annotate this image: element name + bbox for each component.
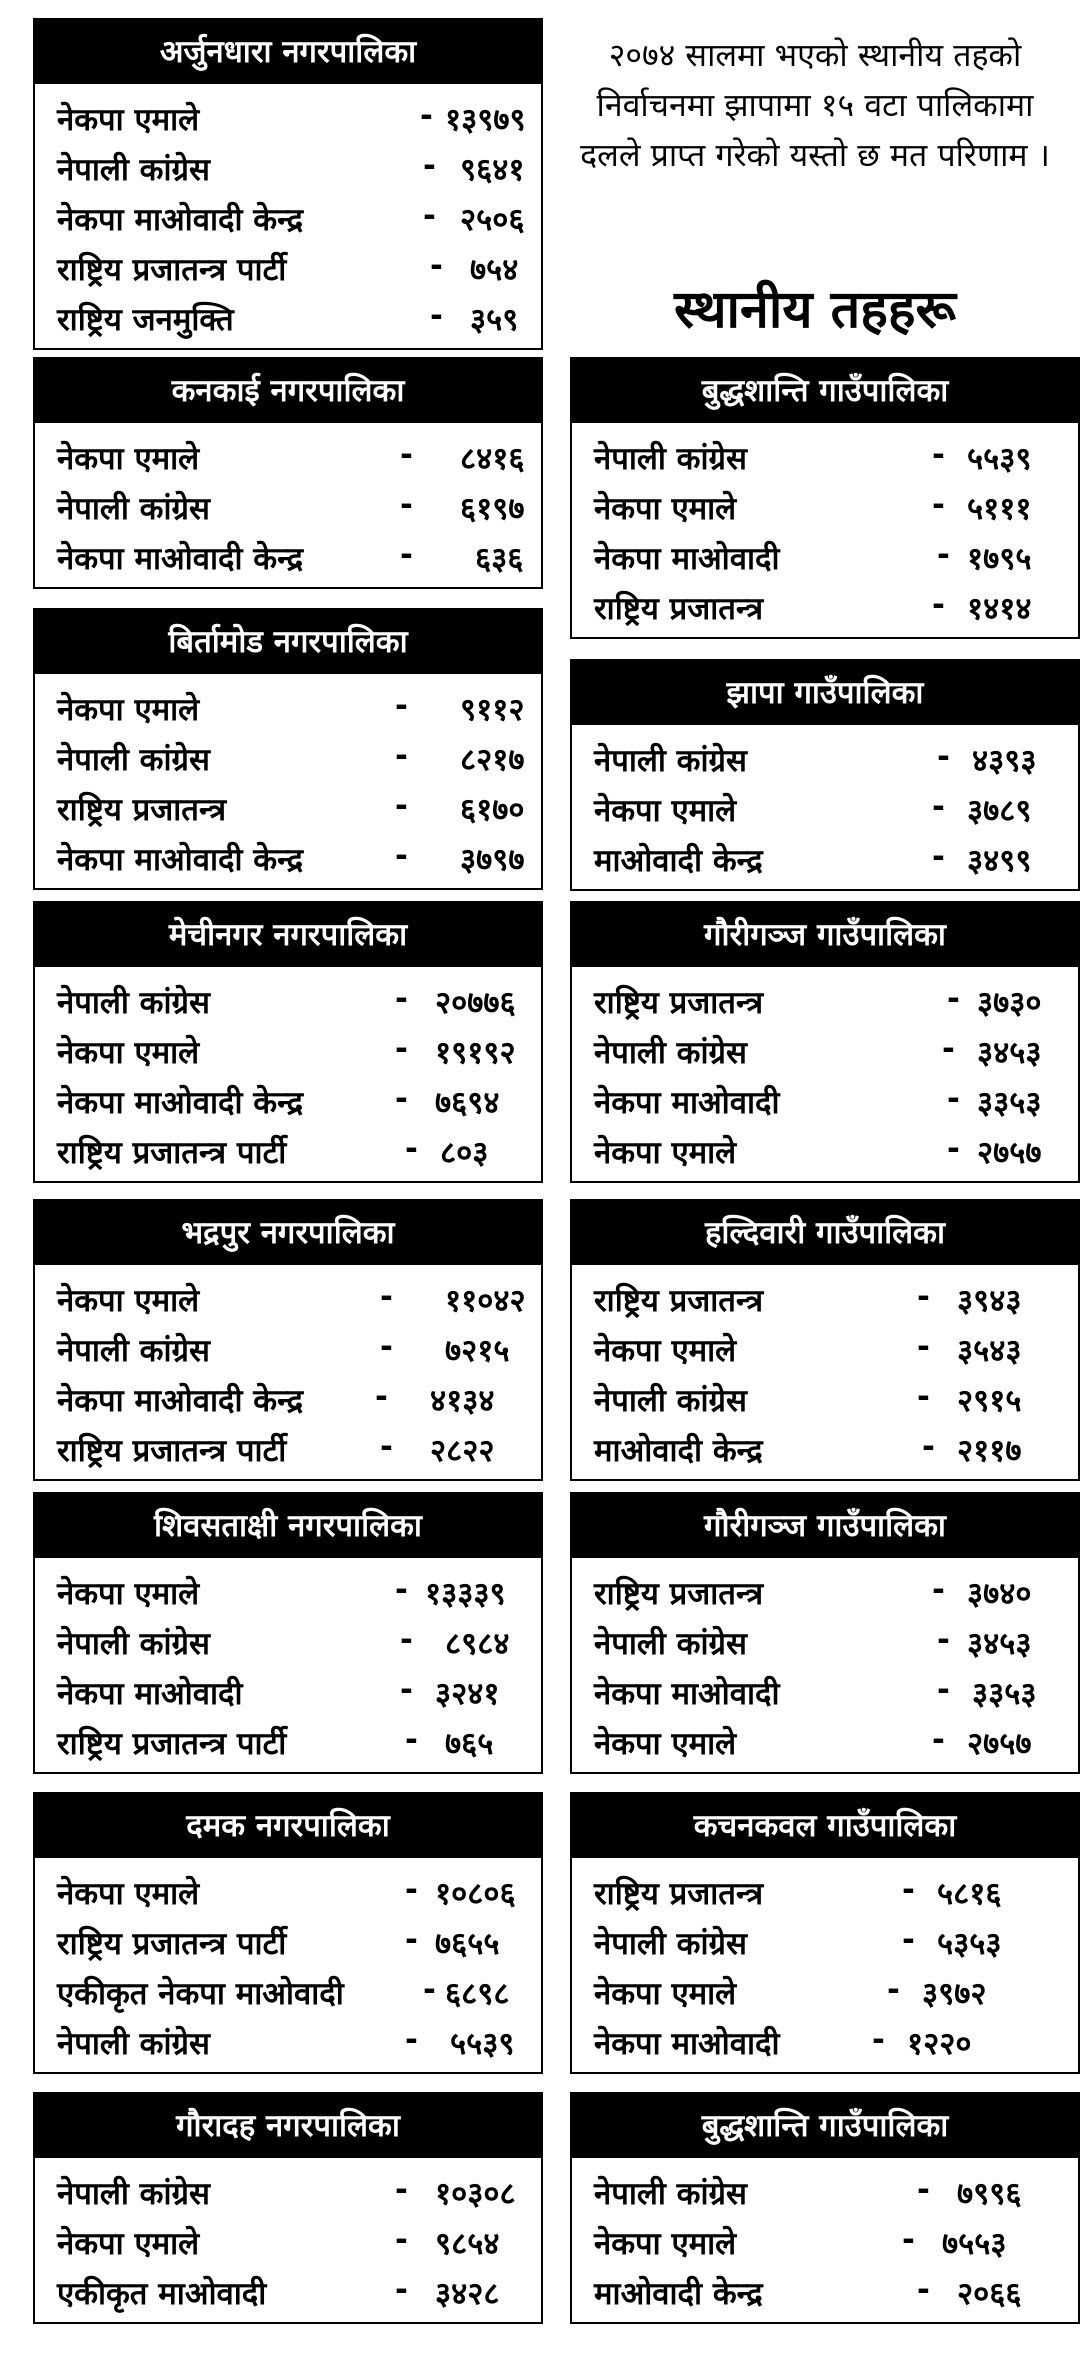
box-title: गौरीगञ्ज गाउँपालिका	[572, 903, 1078, 967]
result-row: नेकपा माओवादी केन्द्र - ६३६	[57, 537, 524, 577]
vote-count: ३४५३	[967, 1626, 1032, 1662]
party-name: नेपाली कांग्रेस	[594, 2176, 747, 2212]
result-row: नेकपा एमाले - ३७८९	[594, 789, 1032, 829]
party-name: नेपाली कांग्रेस	[57, 2026, 210, 2062]
party-name: नेकपा एमाले	[594, 1976, 737, 2012]
party-name: नेकपा एमाले	[57, 1876, 200, 1912]
party-name: नेकपा एमाले	[57, 102, 200, 138]
party-name: राष्ट्रिय प्रजातन्त्र पार्टी	[57, 1135, 287, 1171]
vote-count: ७६५	[445, 1726, 494, 1762]
result-row: नेकपा एमाले - १३९७९	[57, 98, 526, 138]
vote-count: १३३३९	[425, 1576, 506, 1612]
result-row: नेकपा एमाले - ९११२	[57, 688, 525, 728]
result-row: नेकपा माओवादी - ३३५३	[594, 1672, 1037, 1712]
result-box-birtamod	[33, 608, 543, 890]
party-name: नेकपा एमाले	[57, 1576, 200, 1612]
result-row: राष्ट्रिय प्रजातन्त्र पार्टी - ८०३	[57, 1131, 489, 1171]
party-name: नेपाली कांग्रेस	[594, 1626, 747, 1662]
result-box-gauriganj-1	[570, 901, 1080, 1183]
vote-count: ८९८४	[445, 1626, 510, 1662]
party-name: राष्ट्रिय प्रजातन्त्र	[594, 1283, 764, 1319]
vote-count: ५३५३	[937, 1926, 1002, 1962]
result-box-haldibari	[570, 1199, 1080, 1481]
party-name: नेकपा एमाले	[594, 1726, 737, 1762]
vote-count: ३३५३	[977, 1085, 1042, 1121]
vote-count: ६१९७	[460, 491, 525, 527]
party-name: राष्ट्रिय प्रजातन्त्र	[594, 1876, 764, 1912]
result-row: नेपाली कांग्रेस - ७९९६	[594, 2172, 1022, 2212]
box-title: कचनकवल गाउँपालिका	[572, 1794, 1078, 1858]
result-row: नेपाली कांग्रेस - ४३९३	[594, 739, 1037, 779]
vote-count: ३७८९	[967, 793, 1032, 829]
result-row: राष्ट्रिय प्रजातन्त्र पार्टी - ७६५५	[57, 1922, 500, 1962]
result-row: नेपाली कांग्रेस - ८२१७	[57, 738, 525, 778]
party-name: नेकपा एमाले	[594, 793, 737, 829]
result-row: राष्ट्रिय प्रजातन्त्र - ३९४३	[594, 1279, 1022, 1319]
party-name: नेकपा माओवादी केन्द्र	[57, 202, 304, 238]
result-row: नेकपा एमाले - २७५७	[594, 1131, 1042, 1171]
vote-count: ७६५५	[435, 1926, 500, 1962]
party-name: नेकपा माओवादी केन्द्र	[57, 541, 304, 577]
vote-count: ५८१६	[937, 1876, 1002, 1912]
party-name: नेपाली कांग्रेस	[594, 1035, 747, 1071]
vote-count: ३४२८	[435, 2276, 500, 2312]
result-row: नेपाली कांग्रेस - २०७७६	[57, 981, 516, 1021]
result-row: नेकपा एमाले - ८४१६	[57, 437, 525, 477]
result-row: माओवादी केन्द्र - २११७	[594, 1429, 1022, 1469]
vote-count: ७५४	[470, 252, 519, 288]
result-row: नेपाली कांग्रेस - ७२१५	[57, 1329, 510, 1369]
party-name: नेकपा माओवादी केन्द्र	[57, 1383, 304, 1419]
result-box-buddhashanti-1	[570, 357, 1080, 639]
result-box-arjundhara	[33, 18, 543, 350]
result-row: राष्ट्रिय प्रजातन्त्र पार्टी - ७५४	[57, 248, 519, 288]
result-box-kachankawal	[570, 1792, 1080, 2074]
party-name: नेकपा एमाले	[57, 441, 200, 477]
result-box-gauriganj-2	[570, 1492, 1080, 1774]
party-name: नेकपा एमाले	[57, 2226, 200, 2262]
party-name: राष्ट्रिय प्रजातन्त्र पार्टी	[57, 252, 287, 288]
result-row: नेपाली कांग्रेस - ३४५३	[594, 1031, 1042, 1071]
vote-count: ३९७२	[922, 1976, 987, 2012]
page-heading: स्थानीय तहहरू	[674, 279, 956, 340]
result-row: नेकपा माओवादी - १२२०	[594, 2022, 972, 2062]
result-box-shivasatakshi	[33, 1492, 543, 1774]
vote-count: ३७४०	[967, 1576, 1032, 1612]
result-row: राष्ट्रिय प्रजातन्त्र - १४१४	[594, 587, 1032, 627]
vote-count: ५१११	[967, 491, 1032, 527]
result-row: नेकपा माओवादी केन्द्र - २५०६	[57, 198, 525, 238]
party-name: नेकपा एमाले	[594, 2226, 737, 2262]
vote-count: ७९९६	[957, 2176, 1022, 2212]
party-name: नेकपा माओवादी	[594, 1676, 780, 1712]
box-title: बुद्धशान्ति गाउँपालिका	[572, 359, 1078, 423]
party-name: राष्ट्रिय जनमुक्ति	[57, 302, 234, 338]
party-name: राष्ट्रिय प्रजातन्त्र	[594, 1576, 764, 1612]
party-name: नेकपा एमाले	[57, 692, 200, 728]
vote-count: ७६९४	[435, 1085, 500, 1121]
result-row: राष्ट्रिय प्रजातन्त्र - ६१७०	[57, 788, 525, 828]
result-row: नेकपा एमाले - १३३३९	[57, 1572, 506, 1612]
result-row: नेकपा माओवादी - ३२४१	[57, 1672, 500, 1712]
party-name: नेकपा माओवादी	[594, 1085, 780, 1121]
party-name: नेकपा माओवादी केन्द्र	[57, 1085, 304, 1121]
party-name: माओवादी केन्द्र	[594, 1433, 763, 1469]
party-name: नेपाली कांग्रेस	[57, 985, 210, 1021]
party-name: नेकपा माओवादी	[57, 1676, 243, 1712]
vote-count: ८२१७	[460, 742, 525, 778]
vote-count: २०७७६	[435, 985, 516, 1021]
vote-count: ६३६	[475, 541, 524, 577]
party-name: एकीकृत नेकपा माओवादी	[57, 1976, 344, 2012]
box-title: झापा गाउँपालिका	[572, 661, 1078, 725]
vote-count: ८०३	[440, 1135, 489, 1171]
party-name: नेकपा एमाले	[57, 1283, 200, 1319]
vote-count: ७५५३	[942, 2226, 1007, 2262]
result-row: नेपाली कांग्रेस - २९१५	[594, 1379, 1022, 1419]
party-name: नेपाली कांग्रेस	[57, 2176, 210, 2212]
party-name: नेकपा एमाले	[594, 1135, 737, 1171]
vote-count: ३५९	[470, 302, 519, 338]
party-name: नेपाली कांग्रेस	[594, 743, 747, 779]
result-row: नेपाली कांग्रेस - ३४५३	[594, 1622, 1032, 1662]
vote-count: ७२१५	[445, 1333, 510, 1369]
party-name: राष्ट्रिय प्रजातन्त्र	[594, 985, 764, 1021]
vote-count: ३७९७	[460, 842, 525, 878]
result-box-buddhashanti-2	[570, 2092, 1080, 2324]
vote-count: ९११२	[460, 692, 525, 728]
result-box-bhadrapur	[33, 1199, 543, 1481]
result-row: राष्ट्रिय जनमुक्ति - ३५९	[57, 298, 519, 338]
result-row: राष्ट्रिय प्रजातन्त्र - ३७४०	[594, 1572, 1032, 1612]
result-row: नेपाली कांग्रेस - ५५३९	[57, 2022, 515, 2062]
vote-count: ३२४१	[435, 1676, 500, 1712]
vote-count: २७५७	[977, 1135, 1042, 1171]
result-row: नेपाली कांग्रेस - ५३५३	[594, 1922, 1002, 1962]
result-row: राष्ट्रिय प्रजातन्त्र पार्टी - २८२२	[57, 1429, 495, 1469]
vote-count: ४१३४	[430, 1383, 495, 1419]
result-row: नेकपा माओवादी केन्द्र - ७६९४	[57, 1081, 500, 1121]
box-title: मेचीनगर नगरपालिका	[35, 903, 541, 967]
intro-text: २०७४ सालमा भएको स्थानीय तहको निर्वाचनमा झापामा १५ वटा पालिकामा दलले प्राप्त गरेको यस्तो छ मत परिणाम ।	[580, 36, 1050, 174]
result-row: एकीकृत माओवादी - ३४२८	[57, 2272, 500, 2312]
party-name: नेकपा एमाले	[594, 491, 737, 527]
vote-count: २९१५	[957, 1383, 1022, 1419]
box-title: गौरादह नगरपालिका	[35, 2094, 541, 2158]
vote-count: १७९५	[967, 541, 1032, 577]
vote-count: ५५३९	[450, 2026, 515, 2062]
vote-count: ३५४३	[957, 1333, 1022, 1369]
party-name: नेकपा एमाले	[594, 1333, 737, 1369]
vote-count: १०३०८	[435, 2176, 516, 2212]
box-title: भद्रपुर नगरपालिका	[35, 1201, 541, 1265]
party-name: नेपाली कांग्रेस	[594, 441, 747, 477]
box-title: कनकाई नगरपालिका	[35, 359, 541, 423]
party-name: नेकपा माओवादी केन्द्र	[57, 842, 304, 878]
party-name: नेपाली कांग्रेस	[57, 152, 210, 188]
vote-count: १२२०	[907, 2026, 972, 2062]
result-row: नेपाली कांग्रेस - ५५३९	[594, 437, 1032, 477]
vote-count: २८२२	[430, 1433, 495, 1469]
party-name: राष्ट्रिय प्रजातन्त्र	[594, 591, 764, 627]
result-row: एकीकृत नेकपा माओवादी - ६८९८	[57, 1972, 510, 2012]
result-row: नेकपा माओवादी - ३३५३	[594, 1081, 1042, 1121]
box-title: अर्जुनधारा नगरपालिका	[35, 20, 541, 84]
vote-count: ९६४१	[460, 152, 525, 188]
vote-count: ३३५३	[972, 1676, 1037, 1712]
result-row: नेकपा माओवादी केन्द्र - ३७९७	[57, 838, 525, 878]
party-name: नेपाली कांग्रेस	[57, 1333, 210, 1369]
vote-count: २७५७	[967, 1726, 1032, 1762]
result-row: नेकपा एमाले - ३५४३	[594, 1329, 1022, 1369]
result-box-damak	[33, 1792, 543, 2074]
box-title: शिवसताक्षी नगरपालिका	[35, 1494, 541, 1558]
result-row: नेकपा एमाले - ७५५३	[594, 2222, 1007, 2262]
vote-count: ९८५४	[435, 2226, 500, 2262]
party-name: नेपाली कांग्रेस	[57, 1626, 210, 1662]
party-name: राष्ट्रिय प्रजातन्त्र पार्टी	[57, 1433, 287, 1469]
result-row: नेपाली कांग्रेस - १०३०८	[57, 2172, 516, 2212]
box-title: बिर्तामोड नगरपालिका	[35, 610, 541, 674]
result-box-mechinagar	[33, 901, 543, 1183]
party-name: नेपाली कांग्रेस	[594, 1383, 747, 1419]
box-title: दमक नगरपालिका	[35, 1794, 541, 1858]
party-name: नेपाली कांग्रेस	[594, 1926, 747, 1962]
vote-count: ६८९८	[445, 1976, 510, 2012]
result-row: नेपाली कांग्रेस - ९६४१	[57, 148, 525, 188]
party-name: एकीकृत माओवादी	[57, 2276, 267, 2312]
vote-count: १४१४	[967, 591, 1032, 627]
vote-count: ११०४२	[445, 1283, 526, 1319]
party-name: राष्ट्रिय प्रजातन्त्र पार्टी	[57, 1926, 287, 1962]
result-row: राष्ट्रिय प्रजातन्त्र - ३७३०	[594, 981, 1042, 1021]
result-row: माओवादी केन्द्र - ३४९९	[594, 839, 1032, 879]
party-name: नेकपा माओवादी	[594, 541, 780, 577]
result-row: नेकपा एमाले - १९१९२	[57, 1031, 516, 1071]
vote-count: ८४१६	[460, 441, 525, 477]
vote-count: १९१९२	[435, 1035, 516, 1071]
result-row: नेकपा माओवादी - १७९५	[594, 537, 1032, 577]
result-row: नेपाली कांग्रेस - ८९८४	[57, 1622, 510, 1662]
result-row: नेपाली कांग्रेस - ६१९७	[57, 487, 525, 527]
result-row: राष्ट्रिय प्रजातन्त्र पार्टी - ७६५	[57, 1722, 494, 1762]
result-row: नेकपा एमाले - ५१११	[594, 487, 1032, 527]
vote-count: ४३९३	[972, 743, 1037, 779]
result-row: नेकपा एमाले - ९८५४	[57, 2222, 500, 2262]
box-title: बुद्धशान्ति गाउँपालिका	[572, 2094, 1078, 2158]
vote-count: ३४९९	[967, 843, 1032, 879]
result-row: माओवादी केन्द्र - २०६६	[594, 2272, 1022, 2312]
vote-count: ६१७०	[460, 792, 525, 828]
vote-count: २०६६	[957, 2276, 1022, 2312]
result-row: नेकपा माओवादी केन्द्र - ४१३४	[57, 1379, 495, 1419]
vote-count: १३९७९	[445, 102, 526, 138]
party-name: नेकपा माओवादी	[594, 2026, 780, 2062]
party-name: राष्ट्रिय प्रजातन्त्र पार्टी	[57, 1726, 287, 1762]
party-name: नेपाली कांग्रेस	[57, 742, 210, 778]
vote-count: ५५३९	[967, 441, 1032, 477]
result-row: नेकपा एमाले - १०८०६	[57, 1872, 516, 1912]
result-box-kankai	[33, 357, 543, 589]
result-box-gauradaha	[33, 2092, 543, 2324]
vote-count: २५०६	[460, 202, 525, 238]
vote-count: १०८०६	[435, 1876, 516, 1912]
party-name: नेकपा एमाले	[57, 1035, 200, 1071]
result-row: राष्ट्रिय प्रजातन्त्र - ५८१६	[594, 1872, 1002, 1912]
vote-count: ३७३०	[977, 985, 1042, 1021]
vote-count: ३९४३	[957, 1283, 1022, 1319]
party-name: माओवादी केन्द्र	[594, 843, 763, 879]
result-row: नेकपा एमाले - ११०४२	[57, 1279, 526, 1319]
party-name: राष्ट्रिय प्रजातन्त्र	[57, 792, 227, 828]
party-name: नेपाली कांग्रेस	[57, 491, 210, 527]
vote-count: ३४५३	[977, 1035, 1042, 1071]
box-title: गौरीगञ्ज गाउँपालिका	[572, 1494, 1078, 1558]
vote-count: २११७	[957, 1433, 1022, 1469]
box-title: हल्दिवारी गाउँपालिका	[572, 1201, 1078, 1265]
party-name: माओवादी केन्द्र	[594, 2276, 763, 2312]
result-row: नेकपा एमाले - ३९७२	[594, 1972, 987, 2012]
result-row: नेकपा एमाले - २७५७	[594, 1722, 1032, 1762]
result-box-jhapa	[570, 659, 1080, 891]
